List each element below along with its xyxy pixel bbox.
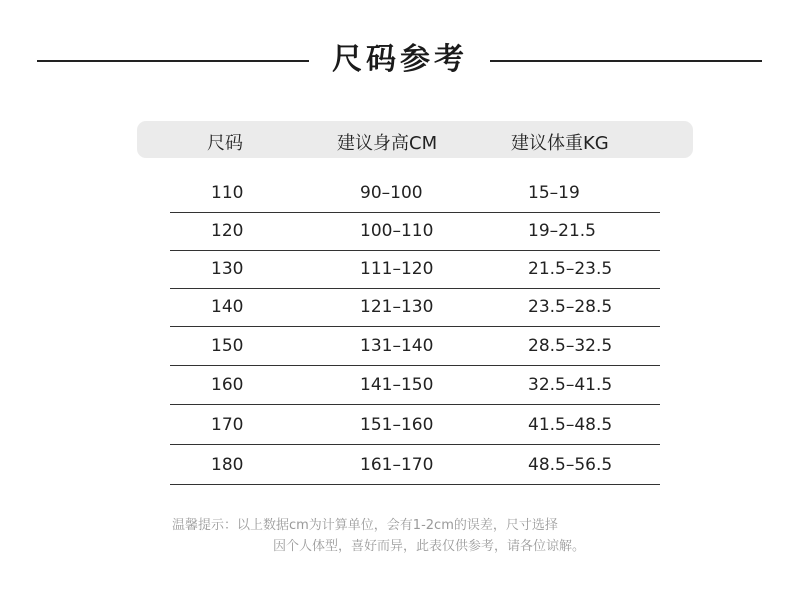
weight-cell: 28.5–32.5 (528, 336, 613, 356)
table-row (170, 328, 660, 366)
height-cell: 151–160 (360, 415, 434, 435)
row-divider (170, 404, 660, 405)
table-header (137, 121, 693, 158)
header-weight: 建议体重KG (511, 133, 609, 154)
table-row (170, 289, 660, 327)
row-divider (170, 444, 660, 445)
row-divider (170, 365, 660, 366)
note-line-2: 因个人体型，喜好而异，此表仅供参考，请各位谅解。 (273, 539, 586, 554)
weight-cell: 15–19 (528, 183, 580, 203)
size-cell: 120 (211, 221, 244, 241)
size-cell: 130 (211, 259, 244, 279)
height-cell: 111–120 (360, 259, 434, 279)
header-size: 尺码 (207, 133, 243, 154)
weight-cell: 23.5–28.5 (528, 297, 613, 317)
title-divider-left (37, 60, 309, 62)
row-divider (170, 484, 660, 485)
weight-cell: 19–21.5 (528, 221, 596, 241)
table-row (170, 407, 660, 445)
row-divider (170, 326, 660, 327)
size-cell: 180 (211, 455, 244, 475)
size-cell: 170 (211, 415, 244, 435)
height-cell: 141–150 (360, 375, 434, 395)
table-row (170, 213, 660, 251)
weight-cell: 32.5–41.5 (528, 375, 613, 395)
height-cell: 161–170 (360, 455, 434, 475)
weight-cell: 41.5–48.5 (528, 415, 613, 435)
page-title: 尺码参考 (332, 42, 468, 77)
size-cell: 110 (211, 183, 244, 203)
table-row (170, 251, 660, 289)
table-row (170, 447, 660, 485)
size-cell: 140 (211, 297, 244, 317)
note-line-1: 温馨提示：以上数据cm为计算单位，会有1-2cm的误差，尺寸选择 (172, 518, 558, 533)
height-cell: 131–140 (360, 336, 434, 356)
table-row (170, 175, 660, 213)
height-cell: 121–130 (360, 297, 434, 317)
size-cell: 160 (211, 375, 244, 395)
title-divider-right (490, 60, 762, 62)
table-row (170, 367, 660, 405)
header-height: 建议身高CM (337, 133, 438, 154)
height-cell: 90–100 (360, 183, 423, 203)
size-cell: 150 (211, 336, 244, 356)
weight-cell: 48.5–56.5 (528, 455, 613, 475)
height-cell: 100–110 (360, 221, 434, 241)
weight-cell: 21.5–23.5 (528, 259, 613, 279)
